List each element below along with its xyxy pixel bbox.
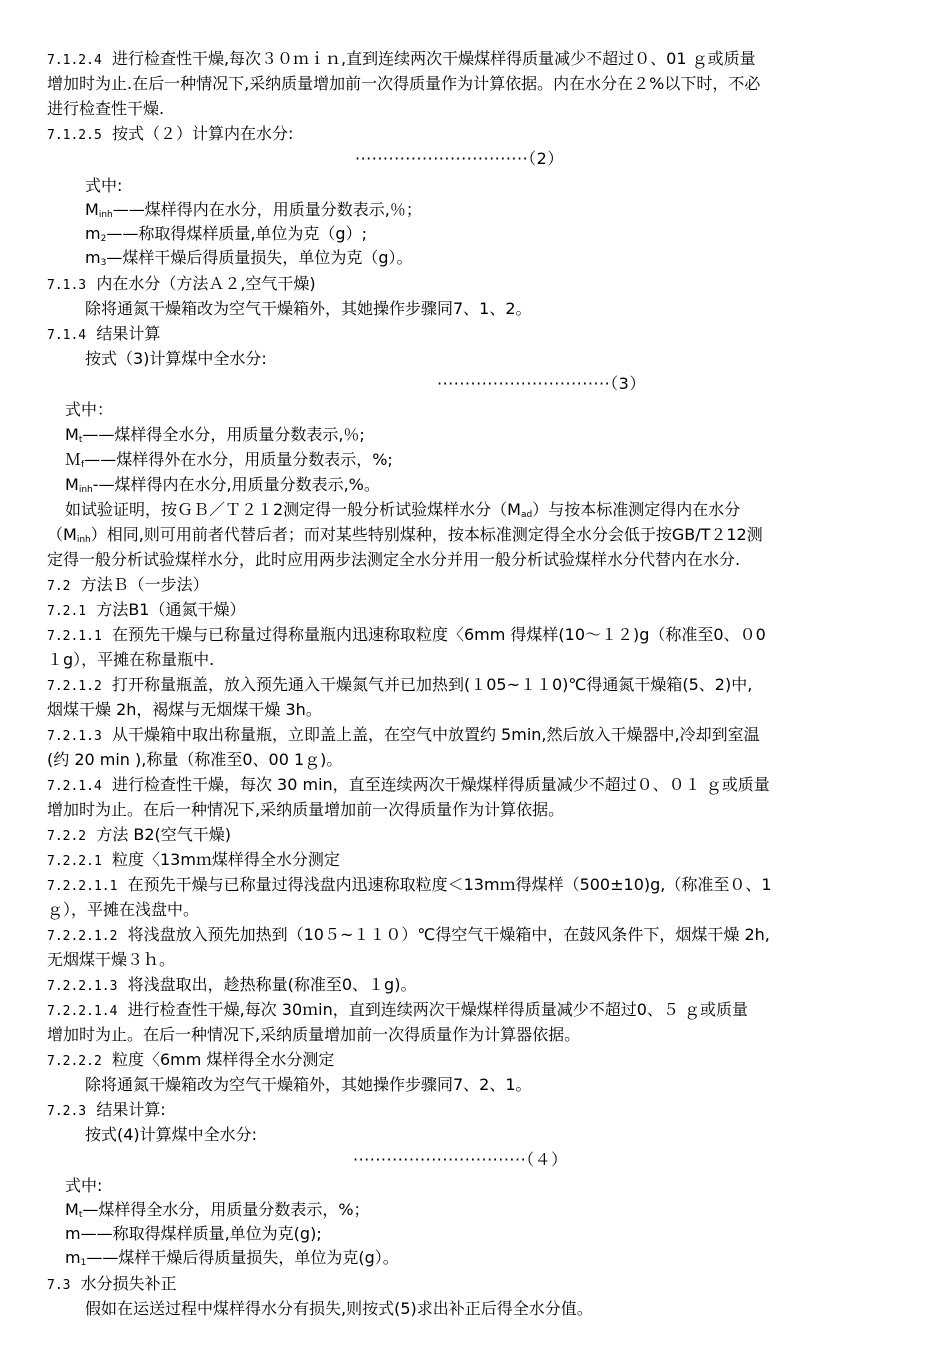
heading-7-3 (47, 1272, 177, 1298)
symbol: m (85, 224, 101, 243)
symbol: M (65, 1200, 79, 1219)
section-number: 7.2.1.2 (47, 679, 102, 694)
symbol: m (65, 1248, 81, 1267)
paragraph-7-2-1-1-line-1 (47, 623, 766, 649)
symbol-subscript: inh (78, 485, 93, 495)
paragraph-7-2-3-body: 按式(4)计算煤中全水分: (85, 1125, 258, 1144)
heading-text: 方法B1（通氮干燥） (96, 600, 246, 619)
heading-text: 方法Ｂ（一步法） (80, 575, 209, 594)
heading-7-2 (47, 573, 209, 599)
definition-text: ——称取得煤样质量,单位为克(g); (80, 1224, 322, 1243)
equation-number: （４） (526, 1150, 568, 1169)
paragraph-text: 将浅盘放入预先加热到（10５~１１０）℃得空气干燥箱中，在鼓风条件下，烟煤干燥 2h, (127, 925, 770, 944)
paragraph-7-2-1-2-line-1 (47, 673, 752, 699)
section-number: 7.1.2.4 (47, 53, 102, 68)
heading-text: 结果计算 (96, 324, 161, 343)
section-number: 7.1.2.5 (47, 128, 102, 143)
section-number: 7.1.4 (47, 328, 87, 343)
paragraph-text: 将浅盘取出，趁热称量(称准至0、１g)。 (127, 975, 417, 994)
paragraph-7-2-1-3-line-1 (47, 723, 760, 749)
symbol-subscript: t (78, 435, 83, 445)
equation-leader-dots: ······························· (355, 149, 529, 168)
section-number: 7.2.1.3 (47, 729, 102, 744)
paragraph-text: 进行检查性干燥,每次 30ｍin，直到连续两次干燥煤样得质量减少不超过0、５ ｇ或质量 (127, 1000, 749, 1019)
paragraph-7-2-1-4-line-1 (47, 773, 770, 799)
equation-leader-dots: ······························· (437, 374, 611, 393)
section-number: 7.2.2.1 (47, 854, 102, 869)
where-title: 式中： (65, 400, 114, 419)
paragraph-7-1-3-body: 除将通氮干燥箱改为空气干燥箱外，其她操作步骤同7、1、2。 (85, 299, 532, 318)
where-title: 式中: (85, 176, 123, 195)
note-text: ）与按本标准测定得内在水分 (532, 500, 741, 519)
definition-text: ——煤样得内在水分，用质量分数表示,％； (112, 200, 422, 219)
paragraph-7-2-1-4-line-2: 增加时为止。在后一种情况下,采纳质量增加前一次得质量作为计算依据。 (47, 800, 565, 819)
symbol-subscript: t (78, 1210, 83, 1220)
paragraph-7-2-1-2-line-2: 烟煤干燥 2h，褐煤与无烟煤干燥 3h。 (47, 700, 322, 719)
section-number: 7.2.2.1.2 (47, 929, 118, 944)
definition-text: ——煤样得全水分，用质量分数表示,％; (82, 425, 365, 444)
section-number: 7.2 (47, 579, 71, 594)
heading-7-1-4 (47, 322, 160, 348)
definition-text: ——称取得煤样质量,单位为克（g）; (106, 224, 367, 243)
paragraph-7-2-2-1-1-line-1 (47, 873, 772, 899)
paragraph-text: 按式（２）计算内在水分: (111, 124, 294, 143)
heading-7-2-1 (47, 598, 245, 624)
heading-text: 粒度〈13mｍ煤样得全水分测定 (111, 850, 340, 869)
note-text: 如试验证明，按ＧＢ／Ｔ２１2测定得一般分析试验煤样水分（M (65, 500, 521, 519)
symbol: m (85, 248, 101, 267)
definition-text: —煤样干燥后得质量损失，单位为克（g）。 (106, 248, 413, 267)
paragraph-7-1-2-4-line-2: 增加时为止.在后一种情况下,采纳质量增加前一次得质量作为计算依据。内在水分在２%以下时，不必 (47, 74, 761, 93)
heading-7-2-2-2 (47, 1048, 334, 1074)
symbol-subscript: 1 (80, 1258, 87, 1268)
section-number: 7.1.3 (47, 278, 87, 293)
paragraph-7-2-1-3-line-2: (约 20 min ),称量（称准至0、00 1ｇ)。 (47, 750, 343, 769)
section-number: 7.2.2.1.1 (47, 879, 118, 894)
equation-2-placeholder (355, 147, 564, 171)
heading-7-2-2 (47, 823, 231, 849)
heading-text: 结果计算: (96, 1100, 166, 1119)
section-number: 7.2.3 (47, 1104, 87, 1119)
section-number: 7.3 (47, 1278, 71, 1293)
note-text: ）相同,则可用前者代替后者；而对某些特别煤种，按本标准测定得全水分会低于按GB/T２12测 (90, 525, 763, 544)
paragraph-7-2-1-1-line-2: １g），平摊在称量瓶中. (47, 650, 215, 669)
heading-text: 内在水分（方法Ａ２,空气干燥) (96, 274, 316, 293)
paragraph-7-2-2-1-2-line-1 (47, 923, 770, 949)
equation-number: （2） (528, 149, 564, 168)
section-number: 7.2.2.1.4 (47, 1004, 118, 1019)
equation-leader-dots: ······························· (353, 1150, 527, 1169)
symbol: M (65, 475, 79, 494)
paragraph-7-1-2-5 (47, 122, 293, 148)
symbol-subscript: inh (98, 210, 113, 220)
paragraph-7-2-2-2-body: 除将通氮干燥箱改为空气干燥箱外，其她操作步骤同7、2、1。 (85, 1075, 532, 1094)
paragraph-text: 在预先干燥与已称量过得浅盘内迅速称取粒度＜13mｍ得煤样（500±10)g,（称准至０、1 (127, 875, 772, 894)
paragraph-text: 在预先干燥与已称量过得称量瓶内迅速称取粒度〈6mm 得煤样(10～１２)g（称准至0、０0 (111, 625, 766, 644)
symbol: M (65, 425, 79, 444)
paragraph-7-2-2-1-3 (47, 973, 416, 999)
definition-m3 (85, 246, 413, 275)
section-number: 7.2.2.1.3 (47, 979, 118, 994)
note-text: （M (47, 525, 77, 544)
heading-text: 水分损失补正 (80, 1274, 177, 1293)
paragraph-text: 从干燥箱中取出称量瓶，立即盖上盖，在空气中放置约 5min,然后放入干燥器中,冷却到室温 (111, 725, 760, 744)
symbol-subscript: inh (76, 535, 91, 545)
definition-text: ——煤样得外在水分，用质量分数表示，%; (84, 450, 393, 469)
paragraph-7-3-body: 假如在运送过程中煤样得水分有损失,则按式(5)求出补正后得全水分值。 (85, 1299, 593, 1318)
paragraph-7-1-4-body: 按式（3)计算煤中全水分: (85, 349, 267, 368)
symbol-subscript: f (81, 460, 85, 470)
definition-m1 (65, 1246, 399, 1275)
heading-7-2-2-1 (47, 848, 340, 874)
definition-text: —煤样得全水分，用质量分数表示，%； (82, 1200, 370, 1219)
section-number: 7.2.2.2 (47, 1054, 102, 1069)
paragraph-text: 进行检查性干燥,每次３０ｍｉｎ,直到连续两次干燥煤样得质量减少不超过０、01 ｇ或质量 (111, 49, 756, 68)
symbol: M (85, 200, 99, 219)
definition-text: ——煤样干燥后得质量损失，单位为克(g）。 (86, 1248, 399, 1267)
where-title: 式中: (65, 1176, 103, 1195)
equation-number: （3） (610, 374, 646, 393)
symbol: m (65, 1224, 81, 1243)
section-number: 7.2.1 (47, 604, 87, 619)
definition-text: -—煤样得内在水分,用质量分数表示,%。 (92, 475, 380, 494)
symbol: Ｍ (65, 450, 82, 469)
section-number: 7.2.1.1 (47, 629, 102, 644)
heading-7-2-3 (47, 1098, 166, 1124)
heading-text: 粒度〈6mm 煤样得全水分测定 (111, 1050, 335, 1069)
paragraph-7-1-2-4-line-1 (47, 47, 756, 73)
heading-7-1-3 (47, 272, 316, 298)
section-number: 7.2.1.4 (47, 779, 102, 794)
symbol-subscript: ad (521, 510, 533, 520)
section-number: 7.2.2 (47, 829, 87, 844)
note-line-3: 定得一般分析试验煤样水分，此时应用两步法测定全水分并用一般分析试验煤样水分代替内在水分. (47, 550, 741, 569)
paragraph-text: 进行检查性干燥，每次 30 min，直至连续两次干燥煤样得质量减少不超过０、０１ ｇ或质量 (111, 775, 770, 794)
equation-3-placeholder (437, 372, 646, 396)
symbol-subscript: 2 (100, 234, 107, 244)
paragraph-text: 打开称量瓶盖，放入预先通入干燥氮气并已加热到(１05~１１0)℃得通氮干燥箱(5、2)中, (111, 675, 753, 694)
equation-4-placeholder (353, 1148, 568, 1172)
paragraph-7-1-2-4-line-3: 进行检查性干燥. (47, 99, 165, 118)
definition-m (65, 1222, 322, 1246)
heading-text: 方法 B2(空气干燥) (96, 825, 232, 844)
paragraph-7-2-2-1-1-line-2: ｇ），平摊在浅盘中。 (47, 900, 200, 919)
paragraph-7-2-2-1-2-line-2: 无烟煤干燥３ｈ。 (47, 950, 176, 969)
symbol-subscript: 3 (100, 258, 107, 268)
paragraph-7-2-2-1-4-line-2: 增加时为止。在后一种情况下,采纳质量增加前一次得质量作为计算器依据。 (47, 1025, 581, 1044)
paragraph-7-2-2-1-4-line-1 (47, 998, 748, 1024)
